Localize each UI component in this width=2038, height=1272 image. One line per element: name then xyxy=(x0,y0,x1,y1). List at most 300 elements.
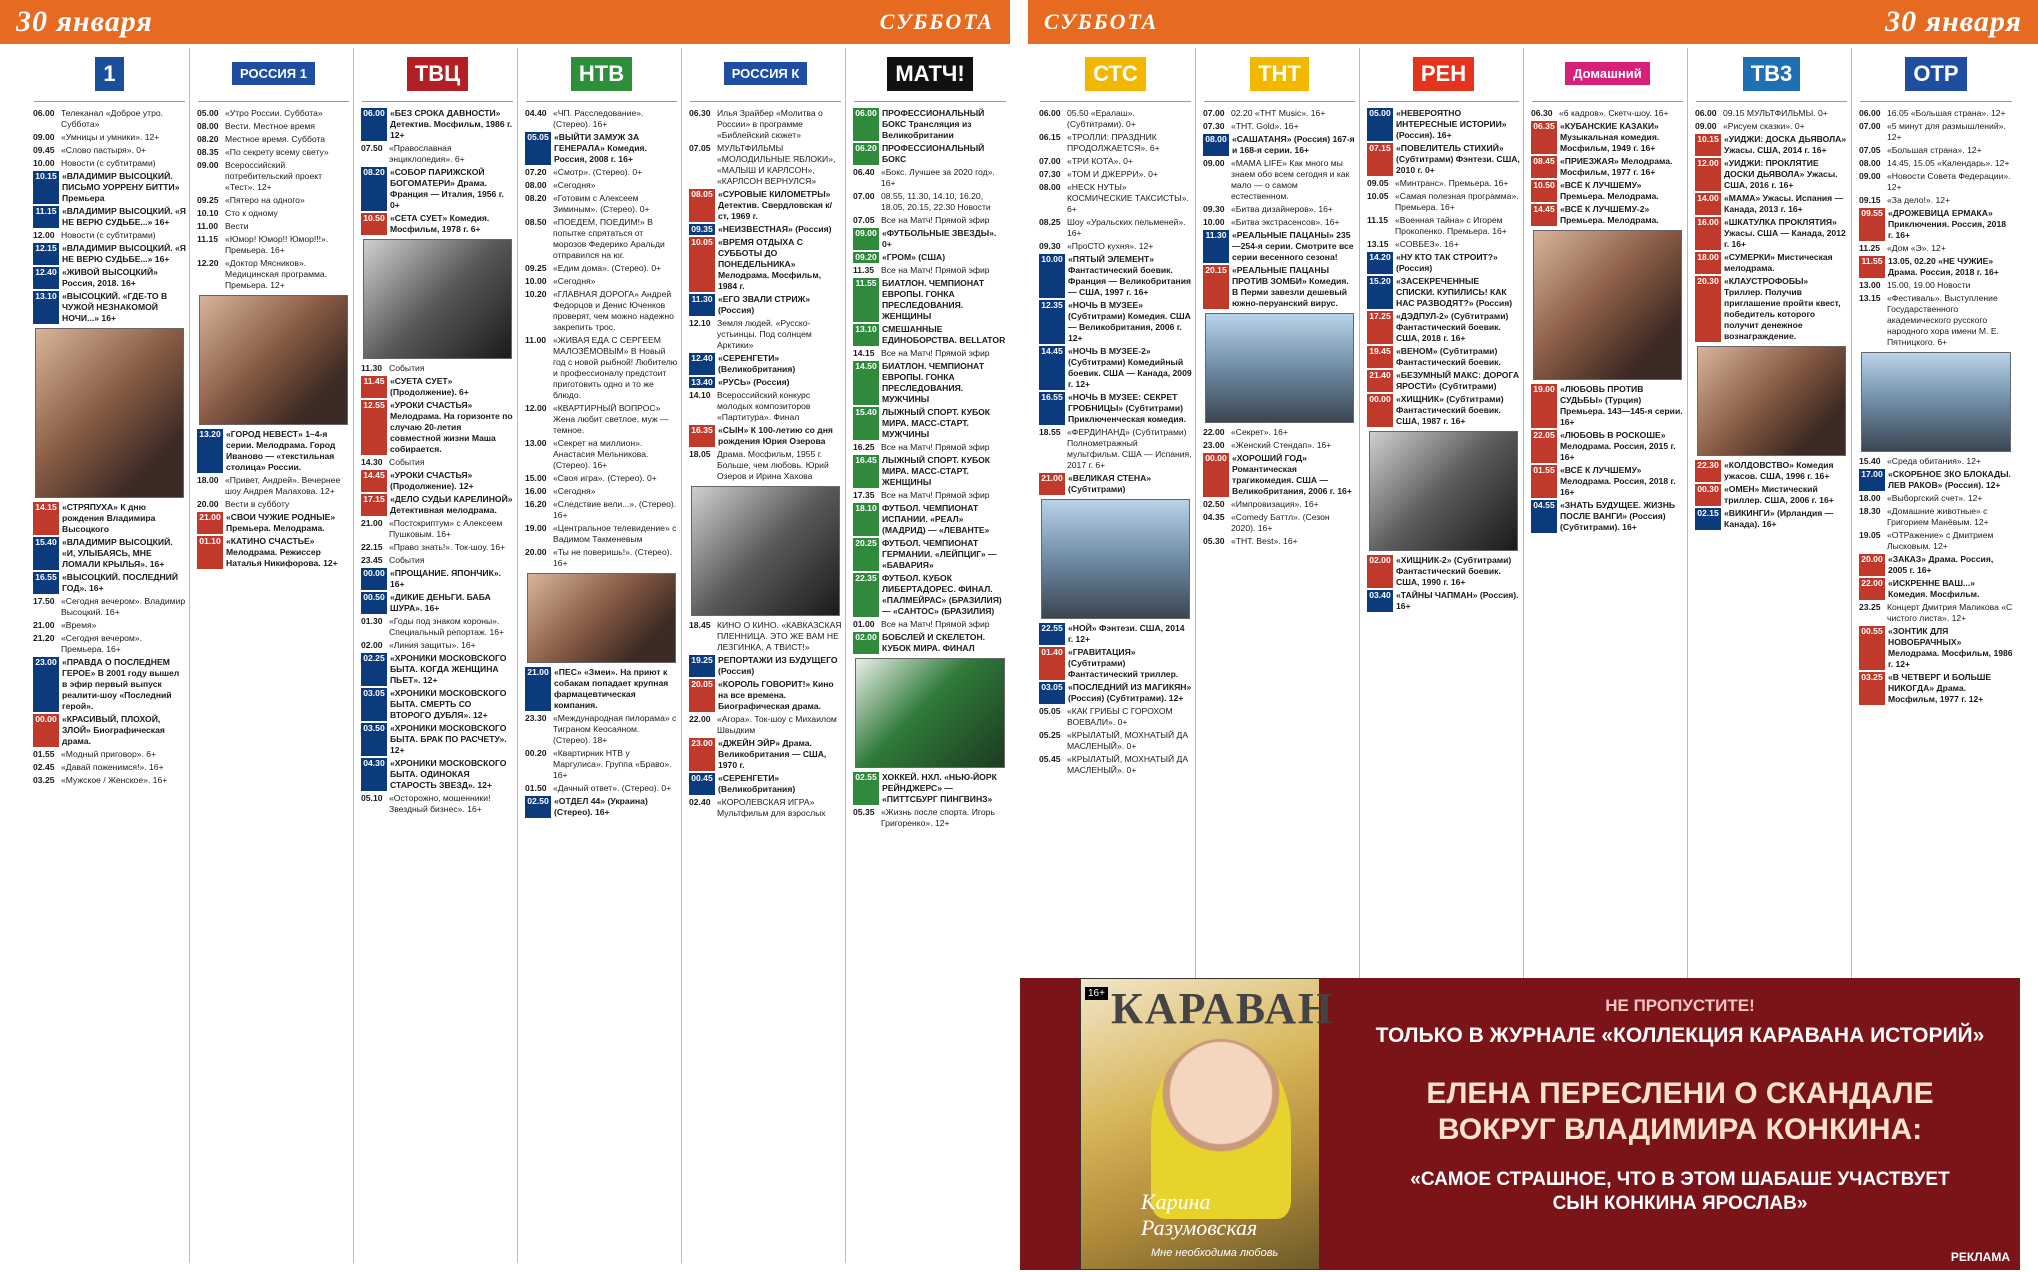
schedule-entry[interactable] xyxy=(853,278,1007,322)
entry-time: 07.50 xyxy=(361,143,383,153)
schedule-entry[interactable] xyxy=(853,215,1007,226)
schedule-entry[interactable] xyxy=(1859,293,2013,348)
schedule-entry[interactable] xyxy=(361,555,514,566)
schedule-entry[interactable] xyxy=(525,547,678,569)
entry-title: «Сегодня» xyxy=(553,486,596,496)
entry-title: «УИДЖИ: ПРОКЛЯТИЕ ДОСКИ ДЬЯВОЛА» Ужасы. США, 2016 г. 16+ xyxy=(1724,158,1838,190)
schedule-entry[interactable] xyxy=(689,797,842,819)
schedule-entry[interactable] xyxy=(197,147,350,158)
entry-time: 19.25 xyxy=(689,655,715,677)
entry-title: «5 минут для размышлений». 12+ xyxy=(1887,121,2006,142)
schedule-entry[interactable] xyxy=(1859,145,2013,156)
schedule-entry[interactable] xyxy=(853,442,1007,453)
schedule-entry[interactable] xyxy=(1695,158,1848,191)
schedule-entry[interactable] xyxy=(1859,158,2013,169)
schedule-entry[interactable] xyxy=(689,620,842,653)
schedule-entry[interactable] xyxy=(525,132,678,165)
schedule-entry[interactable] xyxy=(853,143,1007,165)
schedule-entry[interactable] xyxy=(1695,508,1848,530)
channel-logo[interactable] xyxy=(1696,50,1847,102)
entry-title: «Время» xyxy=(61,620,97,630)
schedule-entry[interactable] xyxy=(853,265,1007,276)
entry-time: 09.30 xyxy=(1039,241,1061,251)
schedule-entry[interactable] xyxy=(525,108,678,130)
schedule-entry[interactable] xyxy=(853,348,1007,359)
entry-time: 18.45 xyxy=(689,620,711,630)
entry-time: 08.20 xyxy=(361,167,387,211)
channel-logo[interactable] xyxy=(1040,50,1191,102)
karavan-advertisement[interactable] xyxy=(1020,978,2020,1270)
entry-time: 09.35 xyxy=(689,224,715,235)
schedule-entry[interactable] xyxy=(1859,208,2013,241)
schedule-entry[interactable] xyxy=(525,748,678,781)
schedule-entry[interactable] xyxy=(1859,469,2013,491)
entry-title: «НЕИЗВЕСТНАЯ» (Россия) xyxy=(718,224,832,234)
schedule-entry[interactable] xyxy=(33,132,186,143)
schedule-entry[interactable] xyxy=(197,195,350,206)
schedule-entry[interactable] xyxy=(525,783,678,794)
schedule-entry[interactable] xyxy=(853,228,1007,250)
schedule-entry[interactable] xyxy=(1367,311,1520,344)
entry-title: «УИДЖИ: ДОСКА ДЬЯВОЛА» Ужасы. США, 2014 г. 16+ xyxy=(1724,134,1847,155)
schedule-entry[interactable] xyxy=(1039,182,1192,215)
entry-title: Все на Матч! Прямой эфир xyxy=(881,215,990,225)
entry-time: 23.00 xyxy=(33,657,59,712)
schedule-entry[interactable] xyxy=(853,407,1007,440)
schedule-entry[interactable] xyxy=(1039,427,1192,471)
entry-time: 11.15 xyxy=(33,206,59,228)
schedule-entry[interactable] xyxy=(33,108,186,130)
schedule-entry[interactable] xyxy=(197,121,350,132)
schedule-entry[interactable] xyxy=(1695,252,1848,274)
schedule-entry[interactable] xyxy=(1859,171,2013,193)
schedule-entry[interactable] xyxy=(525,263,678,274)
schedule-entry[interactable] xyxy=(1859,530,2013,552)
schedule-entry[interactable] xyxy=(853,324,1007,346)
schedule-entry[interactable] xyxy=(1203,134,1356,156)
schedule-entry[interactable] xyxy=(525,403,678,436)
schedule-entry[interactable] xyxy=(525,193,678,215)
schedule-entry[interactable] xyxy=(1859,578,2013,600)
program-still-photo xyxy=(1369,431,1518,551)
schedule-entry[interactable] xyxy=(525,486,678,497)
schedule-entry[interactable] xyxy=(33,620,186,631)
channel-logo[interactable] xyxy=(34,50,185,102)
entry-time: 05.05 xyxy=(1039,706,1061,716)
channel-logo-text: Домашний xyxy=(1565,62,1650,85)
schedule-entry[interactable] xyxy=(853,807,1007,829)
entry-time: 02.25 xyxy=(361,653,387,686)
channel-logo[interactable] xyxy=(1532,50,1683,102)
entry-title: «ТОМ И ДЖЕРРИ». 0+ xyxy=(1067,169,1158,179)
schedule-entry[interactable] xyxy=(1695,121,1848,132)
schedule-entry[interactable] xyxy=(853,503,1007,536)
schedule-entry[interactable] xyxy=(33,775,186,786)
schedule-entry[interactable] xyxy=(1695,134,1848,156)
schedule-entry[interactable] xyxy=(525,473,678,484)
schedule-entry[interactable] xyxy=(361,793,514,815)
entry-time: 06.15 xyxy=(1039,132,1061,142)
schedule-entry[interactable] xyxy=(1531,430,1684,463)
schedule-entry[interactable] xyxy=(689,224,842,235)
schedule-entry[interactable] xyxy=(853,632,1007,654)
schedule-entry[interactable] xyxy=(33,502,186,535)
schedule-entry[interactable] xyxy=(361,108,514,141)
schedule-entry[interactable] xyxy=(1859,108,2013,119)
schedule-entry[interactable] xyxy=(33,596,186,618)
schedule-entry[interactable] xyxy=(853,538,1007,571)
schedule-entry[interactable] xyxy=(1203,158,1356,202)
schedule-entry[interactable] xyxy=(1695,460,1848,482)
schedule-entry[interactable] xyxy=(689,353,842,375)
entry-time: 12.00 xyxy=(1695,158,1721,191)
schedule-entry[interactable] xyxy=(1039,623,1192,645)
entry-title: «Жизнь после спорта. Игорь Григоренко». 12+ xyxy=(881,807,995,828)
entry-title: «НОЙ» Фэнтези. США, 2014 г. 12+ xyxy=(1068,623,1185,644)
schedule-entry[interactable] xyxy=(525,523,678,545)
schedule-entry[interactable] xyxy=(1039,473,1192,495)
schedule-entry[interactable] xyxy=(525,438,678,471)
entry-time: 07.05 xyxy=(689,143,711,153)
entry-time: 02.40 xyxy=(689,797,711,807)
schedule-entry[interactable] xyxy=(197,512,350,534)
program-still-photo xyxy=(35,328,184,498)
schedule-entry[interactable] xyxy=(1859,456,2013,467)
schedule-entry[interactable] xyxy=(33,537,186,570)
schedule-entry[interactable] xyxy=(1203,230,1356,263)
entry-title: 05.50 «Ералаш». (Субтитрами). 0+ xyxy=(1067,108,1136,129)
schedule-entry[interactable] xyxy=(525,335,678,401)
schedule-entry[interactable] xyxy=(1203,440,1356,451)
entry-time: 17.15 xyxy=(361,494,387,516)
schedule-entry[interactable] xyxy=(1367,178,1520,189)
schedule-entry[interactable] xyxy=(1859,506,2013,528)
schedule-entry[interactable] xyxy=(1367,143,1520,176)
schedule-entry[interactable] xyxy=(1203,108,1356,119)
channel-logo[interactable] xyxy=(1368,50,1519,102)
schedule-entry[interactable] xyxy=(1531,180,1684,202)
schedule-entry[interactable] xyxy=(33,267,186,289)
entry-title: ФУТБОЛ. КУБОК ЛИБЕРТАДОРЕС. ФИНАЛ. «ПАЛМЕЙРАС» (БРАЗИЛИЯ) — «САНТОС» (БРАЗИЛИЯ) xyxy=(882,573,1002,616)
schedule-entry[interactable] xyxy=(361,723,514,756)
schedule-entry[interactable] xyxy=(33,206,186,228)
channel-logo[interactable] xyxy=(362,50,513,102)
schedule-entry[interactable] xyxy=(1859,493,2013,504)
entry-time: 15.40 xyxy=(853,407,879,440)
schedule-entry[interactable] xyxy=(361,688,514,721)
schedule-entry[interactable] xyxy=(33,243,186,265)
schedule-entry[interactable] xyxy=(197,429,350,473)
schedule-entry[interactable] xyxy=(1367,239,1520,250)
schedule-entry[interactable] xyxy=(33,714,186,747)
left-date: 30 января xyxy=(16,5,153,38)
magazine-cover[interactable] xyxy=(1080,978,1335,1270)
schedule-entry[interactable] xyxy=(853,167,1007,189)
entry-title: «РЕАЛЬНЫЕ ПАЦАНЫ» 235—254-я серии. Смотрите все серии весенного сезона! xyxy=(1232,230,1354,262)
entry-time: 00.30 xyxy=(1695,484,1721,506)
schedule-entry[interactable] xyxy=(525,276,678,287)
schedule-entry[interactable] xyxy=(1367,555,1520,588)
schedule-entry[interactable] xyxy=(1859,672,2013,705)
entry-title: «ЛЮБОВЬ ПРОТИВ СУДЬБЫ» (Турция) Премьера. 143—145-я серии. 16+ xyxy=(1560,384,1683,427)
cover-star-name: Карина Разумовская xyxy=(1141,1189,1258,1240)
schedule-entry[interactable] xyxy=(197,499,350,510)
schedule-entry[interactable] xyxy=(1203,204,1356,215)
entry-time: 10.00 xyxy=(1039,254,1065,298)
schedule-entry[interactable] xyxy=(197,134,350,145)
schedule-entry[interactable] xyxy=(1039,169,1192,180)
schedule-entry[interactable] xyxy=(1039,300,1192,344)
schedule-entry[interactable] xyxy=(197,475,350,497)
schedule-entry[interactable] xyxy=(1203,427,1356,438)
entry-time: 11.15 xyxy=(197,234,219,244)
schedule-entry[interactable] xyxy=(1859,554,2013,576)
schedule-entry[interactable] xyxy=(361,143,514,165)
entry-time: 02.45 xyxy=(33,762,55,772)
entry-time: 08.00 xyxy=(1203,134,1229,156)
schedule-entry[interactable] xyxy=(853,772,1007,805)
schedule-entry[interactable] xyxy=(1367,252,1520,274)
entry-title: «КОРОЛЕВСКАЯ ИГРА» Мультфильм для взрослых xyxy=(717,797,826,818)
schedule-entry[interactable] xyxy=(197,221,350,232)
entry-title: Местное время. Суббота xyxy=(225,134,326,144)
schedule-entry[interactable] xyxy=(1039,730,1192,752)
schedule-entry[interactable] xyxy=(853,455,1007,488)
schedule-entry[interactable] xyxy=(1367,276,1520,309)
schedule-entry[interactable] xyxy=(1859,243,2013,254)
schedule-entry[interactable] xyxy=(1203,536,1356,547)
schedule-entry[interactable] xyxy=(361,363,514,374)
schedule-entry[interactable] xyxy=(853,252,1007,263)
schedule-entry[interactable] xyxy=(1367,346,1520,368)
schedule-entry[interactable] xyxy=(689,655,842,677)
schedule-entry[interactable] xyxy=(1039,132,1192,154)
schedule-entry[interactable] xyxy=(33,158,186,169)
schedule-entry[interactable] xyxy=(525,713,678,746)
channel-logo-text: НТВ xyxy=(571,57,632,91)
schedule-entry[interactable] xyxy=(525,499,678,521)
entry-title: «КУБАНСКИЕ КАЗАКИ» Музыкальная комедия. Мосфильм, 1949 г. 16+ xyxy=(1560,121,1660,153)
schedule-entry[interactable] xyxy=(33,291,186,324)
entry-title: «Выборгский счет». 12+ xyxy=(1887,493,1983,503)
schedule-entry[interactable] xyxy=(1203,217,1356,228)
schedule-entry[interactable] xyxy=(33,762,186,773)
entry-time: 11.35 xyxy=(853,265,875,275)
schedule-entry[interactable] xyxy=(1039,682,1192,704)
entry-time: 01.50 xyxy=(525,783,547,793)
schedule-entry[interactable] xyxy=(1531,384,1684,428)
schedule-entry[interactable] xyxy=(1367,370,1520,392)
schedule-entry[interactable] xyxy=(197,536,350,569)
entry-time: 03.05 xyxy=(1039,682,1065,704)
entry-title: Земля людей. «Русско-устьинцы. Под солнцем Арктики» xyxy=(717,318,812,350)
schedule-entry[interactable] xyxy=(1695,484,1848,506)
schedule-entry[interactable] xyxy=(1859,626,2013,670)
entry-title: «ЖИВАЯ ЕДА С СЕРГЕЕМ МАЛОЗЁМОВЫМ» В Новый год с новой рыбной! Любителю и профессионалу предстоит приготовить одно и то же блюдо. xyxy=(553,335,678,400)
schedule-entry[interactable] xyxy=(1531,204,1684,226)
schedule-entry[interactable] xyxy=(361,470,514,492)
schedule-entry[interactable] xyxy=(689,189,842,222)
schedule-entry[interactable] xyxy=(361,457,514,468)
schedule-entry[interactable] xyxy=(1203,512,1356,534)
schedule-entry[interactable] xyxy=(1695,108,1848,119)
entry-time: 02.00 xyxy=(1367,555,1393,588)
schedule-entry[interactable] xyxy=(1039,254,1192,298)
entry-title: «ЧП. Расследование». (Стерео). 16+ xyxy=(553,108,644,129)
schedule-entry[interactable] xyxy=(361,376,514,398)
schedule-entry[interactable] xyxy=(853,191,1007,213)
schedule-entry[interactable] xyxy=(361,653,514,686)
schedule-entry[interactable] xyxy=(689,318,842,351)
schedule-entry[interactable] xyxy=(1367,108,1520,141)
schedule-entry[interactable] xyxy=(525,667,678,711)
channel-column xyxy=(686,48,846,1263)
schedule-entry[interactable] xyxy=(361,400,514,455)
schedule-entry[interactable] xyxy=(197,108,350,119)
schedule-entry[interactable] xyxy=(1039,647,1192,680)
schedule-entry[interactable] xyxy=(1695,217,1848,250)
schedule-entry[interactable] xyxy=(1531,156,1684,178)
schedule-entry[interactable] xyxy=(1367,590,1520,612)
schedule-entry[interactable] xyxy=(689,425,842,447)
schedule-entry[interactable] xyxy=(1039,346,1192,390)
entry-title: «Рисуем сказки». 0+ xyxy=(1723,121,1805,131)
schedule-entry[interactable] xyxy=(1367,215,1520,237)
entry-time: 01.30 xyxy=(361,616,383,626)
schedule-entry[interactable] xyxy=(853,573,1007,617)
channel-logo[interactable] xyxy=(526,50,677,102)
schedule-entry[interactable] xyxy=(525,289,678,333)
schedule-entry[interactable] xyxy=(33,749,186,760)
schedule-entry[interactable] xyxy=(853,361,1007,405)
schedule-entry[interactable] xyxy=(1531,465,1684,498)
schedule-entry[interactable] xyxy=(361,640,514,651)
schedule-entry[interactable] xyxy=(1367,394,1520,427)
schedule-entry[interactable] xyxy=(1203,499,1356,510)
schedule-list xyxy=(1856,108,2016,705)
schedule-entry[interactable] xyxy=(1203,265,1356,309)
schedule-entry[interactable] xyxy=(1039,392,1192,425)
channel-logo[interactable] xyxy=(690,50,841,102)
schedule-entry[interactable] xyxy=(1695,276,1848,342)
schedule-entry[interactable] xyxy=(689,294,842,316)
schedule-entry[interactable] xyxy=(361,518,514,540)
entry-title: «ВЕЛИКАЯ СТЕНА» (Субтитрами) xyxy=(1068,473,1152,494)
schedule-entry[interactable] xyxy=(361,167,514,211)
entry-title: «ВЛАДИМИР ВЫСОЦКИЙ. ПИСЬМО УОРРЕНУ БИТТИ» Премьера xyxy=(62,171,180,203)
schedule-entry[interactable] xyxy=(1039,156,1192,167)
entry-title: «СОБОР ПАРИЖСКОЙ БОГОМАТЕРИ» Драма. Франция — Италия, 1956 г. 0+ xyxy=(390,167,504,210)
schedule-entry[interactable] xyxy=(197,208,350,219)
schedule-entry[interactable] xyxy=(197,258,350,291)
schedule-entry[interactable] xyxy=(689,390,842,423)
schedule-entry[interactable] xyxy=(361,592,514,614)
schedule-entry[interactable] xyxy=(689,714,842,736)
schedule-entry[interactable] xyxy=(689,679,842,712)
schedule-entry[interactable] xyxy=(689,773,842,795)
schedule-entry[interactable] xyxy=(1039,754,1192,776)
schedule-entry[interactable] xyxy=(1531,121,1684,154)
entry-title: «Давай поженимся!». 16+ xyxy=(61,762,164,772)
schedule-entry[interactable] xyxy=(853,490,1007,501)
schedule-entry[interactable] xyxy=(361,616,514,638)
entry-time: 20.30 xyxy=(1695,276,1721,342)
schedule-entry[interactable] xyxy=(689,449,842,482)
schedule-entry[interactable] xyxy=(33,633,186,655)
schedule-entry[interactable] xyxy=(689,108,842,141)
schedule-entry[interactable] xyxy=(33,657,186,712)
entry-time: 02.15 xyxy=(1695,508,1721,530)
entry-title: «В ЧЕТВЕРГ И БОЛЬШЕ НИКОГДА» Драма. Мосфильм, 1977 г. 12+ xyxy=(1888,672,1992,704)
schedule-entry[interactable] xyxy=(525,167,678,178)
entry-title: «КОРОЛЬ ГОВОРИТ!» Кино на все времена. Биографическая драма. xyxy=(718,679,834,711)
schedule-entry[interactable] xyxy=(361,494,514,516)
entry-title: БИАТЛОН. ЧЕМПИОНАТ ЕВРОПЫ. ГОНКА ПРЕСЛЕДОВАНИЯ. ЖЕНЩИНЫ xyxy=(882,278,985,321)
schedule-entry[interactable] xyxy=(689,237,842,292)
schedule-entry[interactable] xyxy=(525,180,678,191)
channel-logo[interactable] xyxy=(854,50,1006,102)
schedule-entry[interactable] xyxy=(1039,217,1192,239)
channel-logo[interactable] xyxy=(1204,50,1355,102)
schedule-list xyxy=(1200,108,1359,547)
schedule-entry[interactable] xyxy=(1695,193,1848,215)
entry-time: 02.00 xyxy=(361,640,383,650)
schedule-entry[interactable] xyxy=(1859,121,2013,143)
schedule-entry[interactable] xyxy=(853,619,1007,630)
schedule-entry[interactable] xyxy=(853,108,1007,141)
entry-title: «СУЕТА СУЕТ» (Продолжение). 6+ xyxy=(390,376,469,397)
entry-time: 06.00 xyxy=(361,108,387,141)
schedule-entry[interactable] xyxy=(525,796,678,818)
entry-title: «МАМА» Ужасы. Испания — Канада, 2013 г. 16+ xyxy=(1724,193,1844,214)
schedule-entry[interactable] xyxy=(361,542,514,553)
schedule-entry[interactable] xyxy=(1203,453,1356,497)
schedule-entry[interactable] xyxy=(197,160,350,193)
schedule-entry[interactable] xyxy=(689,738,842,771)
schedule-entry[interactable] xyxy=(361,568,514,590)
schedule-entry[interactable] xyxy=(525,217,678,261)
schedule-entry[interactable] xyxy=(1859,256,2013,278)
schedule-entry[interactable] xyxy=(689,377,842,388)
schedule-entry[interactable] xyxy=(361,758,514,791)
schedule-entry[interactable] xyxy=(1859,195,2013,206)
schedule-entry[interactable] xyxy=(33,145,186,156)
schedule-entry[interactable] xyxy=(689,143,842,187)
entry-title: ФУТБОЛ. ЧЕМПИОНАТ ГЕРМАНИИ. «ЛЕЙПЦИГ» — «БАВАРИЯ» xyxy=(882,538,997,570)
schedule-entry[interactable] xyxy=(1039,108,1192,130)
schedule-entry[interactable] xyxy=(197,234,350,256)
schedule-entry[interactable] xyxy=(361,213,514,235)
schedule-entry[interactable] xyxy=(1859,280,2013,291)
schedule-entry[interactable] xyxy=(33,572,186,594)
schedule-entry[interactable] xyxy=(33,171,186,204)
ad-copy xyxy=(1340,978,2020,1270)
channel-logo[interactable] xyxy=(198,50,349,102)
schedule-entry[interactable] xyxy=(1367,191,1520,213)
schedule-entry[interactable] xyxy=(1039,706,1192,728)
schedule-entry[interactable] xyxy=(1203,121,1356,132)
schedule-entry[interactable] xyxy=(1531,500,1684,533)
entry-title: «Пятеро на одного» xyxy=(225,195,305,205)
schedule-entry[interactable] xyxy=(1531,108,1684,119)
entry-time: 18.00 xyxy=(1859,493,1881,503)
program-still-photo xyxy=(363,239,512,359)
schedule-entry[interactable] xyxy=(1859,602,2013,624)
entry-time: 22.00 xyxy=(689,714,711,724)
channel-logo[interactable] xyxy=(1860,50,2012,102)
schedule-entry[interactable] xyxy=(33,230,186,241)
schedule-entry[interactable] xyxy=(1039,241,1192,252)
